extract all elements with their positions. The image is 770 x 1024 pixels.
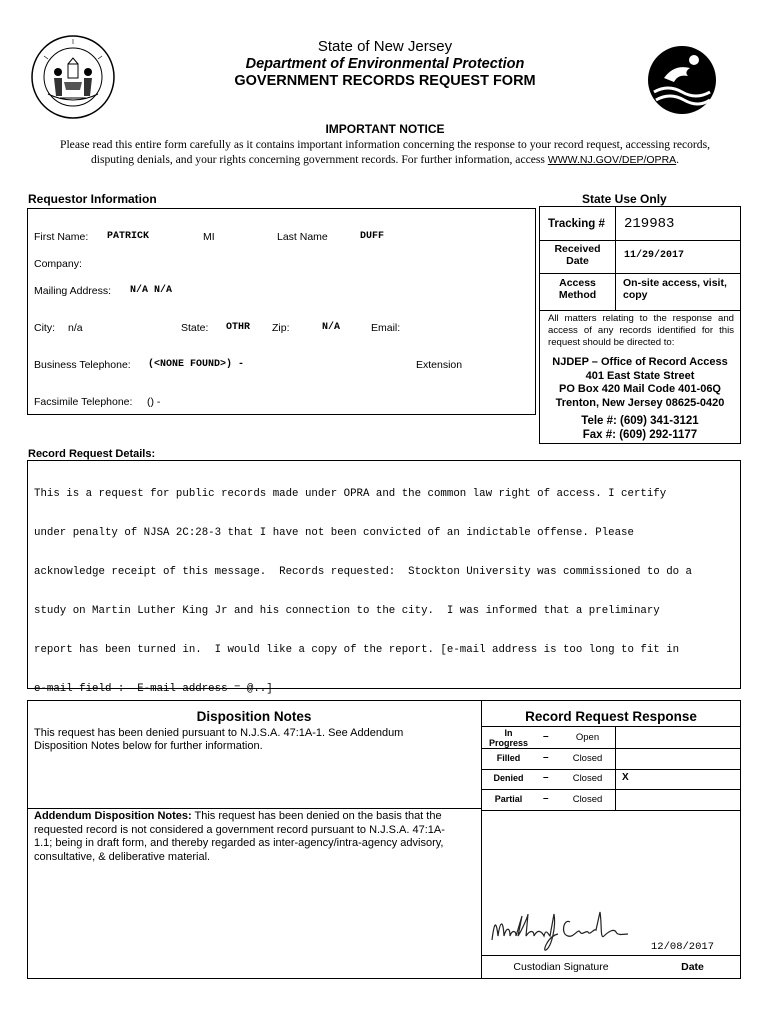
received-date-value: 11/29/2017 (624, 250, 685, 261)
received-date-label (540, 243, 615, 267)
disposition-line-1: This request has been denied pursuant to N.J.S.A. 47:1A-1. See Addendum (34, 727, 404, 739)
mailing-address-label: Mailing Address: (34, 285, 112, 297)
details-heading: Record Request Details: (28, 448, 156, 460)
details-text[interactable] (34, 462, 692, 709)
extension-label: Extension (416, 359, 463, 371)
details-line: report has been turned in. I would like a copy of the report. [e-mail address is too long to fit in (34, 644, 680, 656)
response-label: Partial (494, 794, 523, 804)
office-line-3: PO Box 420 Mail Code 401-06Q (558, 383, 721, 395)
requestor-heading: Requestor Information (28, 192, 157, 206)
state-name: State of New Jersey (317, 38, 453, 55)
first-name-value[interactable]: PATRICK (107, 231, 150, 242)
last-name-label: Last Name (277, 231, 328, 243)
notice-line-2-end: . (676, 153, 680, 166)
custodian-signature-label: Custodian Signature (513, 961, 609, 973)
signature-icon (488, 906, 638, 954)
access-label-2: Method (558, 289, 597, 301)
notice-line-2 (16, 152, 754, 168)
tracking-label: Tracking # (548, 218, 605, 230)
office-tel: Tele #: (609) 341-3121 (581, 415, 699, 427)
last-name-value[interactable]: DUFF (360, 231, 385, 242)
office-line-1: NJDEP – Office of Record Access (552, 356, 728, 368)
state-value[interactable]: OTHR (226, 322, 251, 333)
addendum-label: Addendum Disposition Notes: (34, 810, 192, 822)
zip-label: Zip: (272, 322, 290, 334)
tracking-value: 219983 (624, 216, 675, 232)
njdep-logo (644, 40, 720, 120)
response-dash: – (543, 772, 549, 783)
zip-value[interactable]: N/A (322, 322, 341, 333)
notice-line-1: Please read this entire form carefully as it contains important information concerning the response to your record request, accessing records, (60, 138, 710, 151)
form-title: GOVERNMENT RECORDS REQUEST FORM (234, 73, 536, 89)
disposition-heading: Disposition Notes (196, 709, 312, 724)
city-label: City: (34, 322, 55, 334)
response-row-in-progress (481, 728, 536, 748)
response-dash: – (543, 752, 549, 763)
response-label: In (504, 728, 513, 738)
response-label: Filled (496, 753, 521, 763)
response-label: Progress (488, 738, 529, 748)
response-mark[interactable]: X (622, 772, 629, 783)
custodian-signature (488, 906, 638, 954)
details-line: acknowledge receipt of this message. Records requested: Stockton University was commissioned to do a (34, 566, 693, 578)
city-value[interactable]: n/a (68, 322, 83, 334)
company-label: Company: (34, 258, 82, 270)
opra-link[interactable]: WWW.NJ.GOV/DEP/OPRA (547, 154, 677, 166)
response-status: Closed (572, 753, 603, 764)
access-method-value (623, 277, 727, 301)
matters-text: All matters relating to the response and access of any records identified for this request should be directed to: (548, 313, 734, 348)
details-line: This is a request for public records made under OPRA and the common law right of access. I certify (34, 488, 667, 500)
notice-text (16, 137, 754, 168)
received-label-1: Received (554, 243, 601, 255)
addendum-line: requested record is not considered a government record pursuant to N.J.S.A. 47:1A- (34, 823, 445, 836)
addendum-notes (34, 810, 478, 864)
department-name: Department of Environmental Protection (245, 56, 525, 72)
response-heading: Record Request Response (525, 709, 697, 724)
office-fax: Fax #: (609) 292-1177 (582, 428, 698, 441)
response-status: Closed (572, 773, 603, 784)
signature-date: 12/08/2017 (651, 941, 715, 953)
email-label: Email: (371, 322, 401, 334)
received-label-2: Date (566, 255, 589, 267)
access-value-1: On-site access, visit, (623, 277, 727, 289)
state-label: State: (181, 322, 209, 334)
response-dash: – (543, 793, 549, 804)
response-status: Open (575, 732, 600, 743)
state-use-heading: State Use Only (582, 192, 667, 206)
office-line-2: 401 East State Street (585, 369, 695, 382)
addendum-line: consultative, & deliberative material. (34, 850, 211, 863)
response-status: Closed (572, 794, 603, 805)
seal-icon (30, 34, 116, 120)
state-seal (30, 34, 116, 120)
njdep-logo-icon (644, 40, 720, 120)
fax-value[interactable]: () - (147, 396, 161, 408)
access-method-label (540, 277, 615, 301)
fax-label: Facsimile Telephone: (34, 396, 133, 408)
office-address (540, 356, 740, 442)
first-name-label: First Name: (34, 231, 89, 243)
mailing-address-value[interactable]: N/A N/A (130, 285, 173, 296)
addendum-line: 1.1; being in draft form, and thereby regarded as inter-agency/intra-agency advisory, (34, 837, 444, 849)
mi-label: MI (203, 231, 215, 243)
details-line: e-mail field : E-mail address = @..] (34, 683, 273, 695)
details-line: under penalty of NJSA 2C:28-3 that I have not been convicted of an indictable offense. Please (34, 527, 634, 539)
notice-heading: IMPORTANT NOTICE (325, 122, 445, 136)
details-line: study on Martin Luther King Jr and his connection to the city. I was informed that a preliminary (34, 605, 660, 617)
office-line-4: Trenton, New Jersey 08625-0420 (555, 396, 725, 409)
notice-line-2-text: disputing denials, and your rights concerning government records. For further information, access (90, 153, 548, 166)
business-telephone-value[interactable]: (<NONE FOUND>) - (148, 359, 245, 370)
access-value-2: copy (623, 289, 648, 301)
access-label-1: Access (559, 277, 596, 289)
response-label: Denied (493, 773, 524, 783)
business-telephone-label: Business Telephone: (34, 359, 131, 371)
addendum-line: This request has been denied on the basis that the (191, 810, 442, 822)
disposition-line-2: Disposition Notes below for further information. (34, 740, 263, 752)
date-label: Date (681, 961, 704, 973)
response-dash: – (543, 731, 549, 742)
disposition-text (34, 727, 403, 753)
